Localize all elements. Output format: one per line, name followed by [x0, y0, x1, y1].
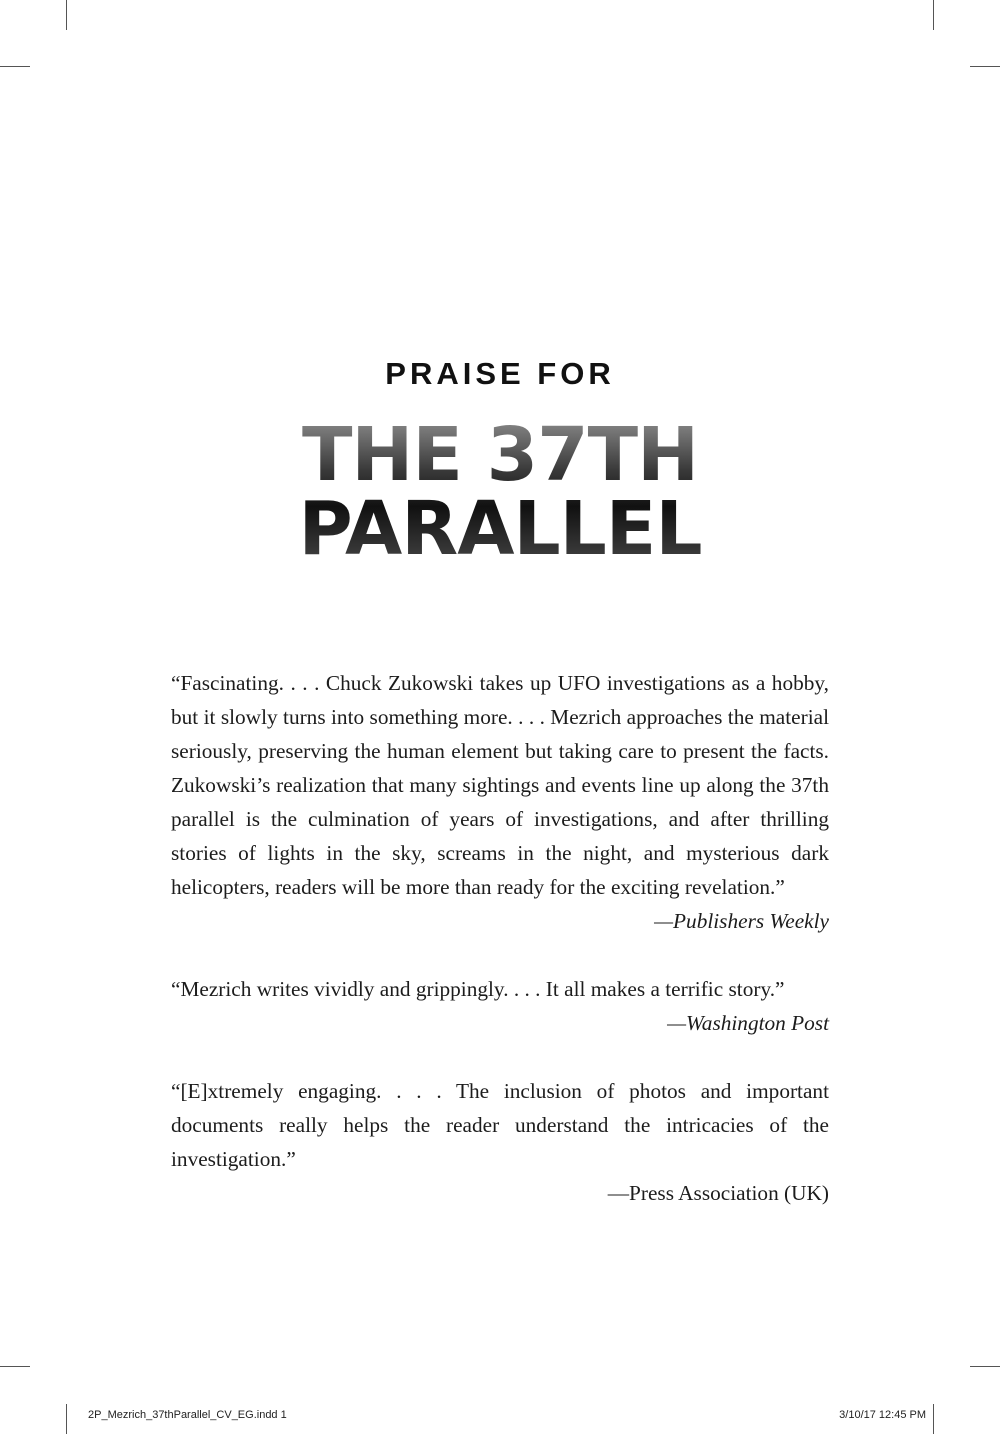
- quote-text: “Fascinating. . . . Chuck Zukowski takes up UFO investigations as a hobby, but it slowly turns into something more. . . . Mezrich approaches the material seriously, preserving the human element but taking care to present the facts. Zukowski’s realization that many sightings and events line up along the 37th parallel is the culmination of years of investigations, and after thrilling stories of lights in the sky, screams in the night, and mysterious dark helicopters, readers will be more than ready for the exciting revelation.”: [171, 671, 829, 899]
- quote-block: [171, 1074, 829, 1210]
- quote-block: [171, 972, 829, 1040]
- quote-block: [171, 666, 829, 938]
- praise-quotes: [171, 666, 829, 1210]
- quote-source: —Press Association (UK): [607, 1181, 829, 1205]
- quote-text: “Mezrich writes vividly and grippingly. . . . It all makes a terrific story.”: [171, 977, 785, 1001]
- quote-source: —Washington Post: [667, 1011, 829, 1035]
- book-title-line-2: PARALLEL: [298, 486, 702, 572]
- crop-mark-bottom-left: [66, 1404, 67, 1434]
- crop-mark-top-left: [66, 0, 67, 30]
- quote-text: “[E]xtremely engaging. . . . The inclusion of photos and important documents really helps the reader understand the intricacies of the investigation.”: [171, 1079, 829, 1171]
- crop-mark-bottom-right: [933, 1404, 934, 1434]
- crop-mark-top-right: [933, 0, 934, 30]
- crop-mark-left-bottom: [0, 1366, 30, 1367]
- slug-file-name: 2P_Mezrich_37thParallel_CV_EG.indd 1: [88, 1409, 287, 1421]
- book-title-line-1: THE 37TH: [301, 412, 699, 498]
- praise-label: PRAISE FOR: [385, 356, 615, 391]
- crop-mark-right-top: [970, 66, 1000, 67]
- crop-mark-left-top: [0, 66, 30, 67]
- crop-mark-right-bottom: [970, 1366, 1000, 1367]
- slug-timestamp: 3/10/17 12:45 PM: [839, 1409, 926, 1421]
- quote-source: —Publishers Weekly: [654, 909, 829, 933]
- book-title: [0, 412, 1000, 572]
